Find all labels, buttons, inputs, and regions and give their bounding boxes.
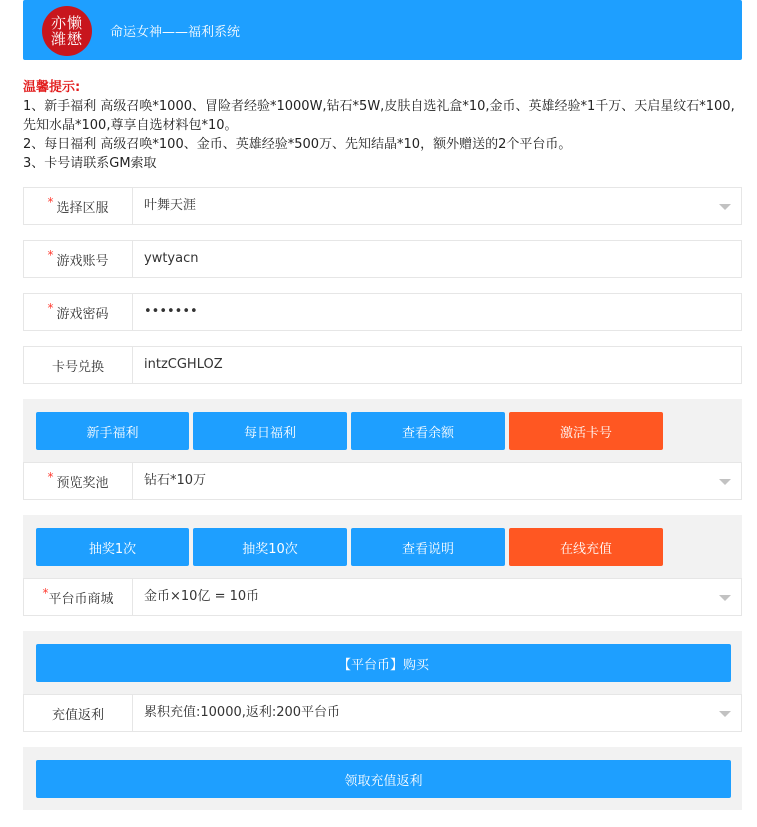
claim-panel [23,747,742,810]
logo-text: 亦懒潍懋 [50,14,83,48]
online-recharge-button[interactable]: 在线充值 [509,528,663,566]
account-row [23,240,742,278]
mall-value: 金币×10亿 = 10币 [144,589,260,604]
card-label: 卡号兑换 [24,347,133,383]
logo [42,6,92,56]
prize-pool-label: * 预览奖池 [24,463,133,499]
rebate-select[interactable] [23,694,742,732]
chevron-down-icon[interactable] [719,711,731,717]
server-label: * 选择区服 [24,188,133,224]
buy-platform-coin-button[interactable]: 【平台币】购买 [36,644,731,682]
password-input[interactable]: ••••••• [144,304,198,319]
chevron-down-icon[interactable] [719,595,731,601]
view-instructions-button[interactable]: 查看说明 [351,528,505,566]
chevron-down-icon[interactable] [719,204,731,210]
notice-line-2: 2、每日福利 高级召唤*100、金币、英雄经验*500万、先知结晶*10，额外赠送的2个平台币。 [23,137,572,152]
page-title: 命运女神——福利系统 [110,25,241,40]
notice-line-1: 1、新手福利 高级召唤*1000、冒险者经验*1000W,钻石*5W,皮肤自选礼盒*10,金币、英雄经验*1千万、天启星纹石*100,先知水晶*100,尊享自选材料包*10。 [23,99,735,133]
notice-block [23,78,735,173]
card-input[interactable]: intzCGHLOZ [144,357,223,372]
chevron-down-icon[interactable] [719,479,731,485]
required-mark: * [47,301,54,315]
required-mark: * [47,470,54,484]
rebate-value: 累积充值:10000,返利:200平台币 [144,705,341,720]
server-value: 叶舞天涯 [144,198,197,213]
server-select[interactable] [23,187,742,225]
mall-select[interactable] [23,578,742,616]
required-mark: * [42,586,49,600]
draw-once-button[interactable]: 抽奖1次 [36,528,189,566]
prize-pool-value: 钻石*10万 [144,473,207,488]
draw-ten-button[interactable]: 抽奖10次 [193,528,347,566]
header-bar [23,0,742,60]
password-label: * 游戏密码 [24,294,133,330]
prize-pool-select[interactable] [23,462,742,500]
daily-welfare-button[interactable]: 每日福利 [193,412,347,450]
account-label: * 游戏账号 [24,241,133,277]
required-mark: * [47,248,54,262]
check-balance-button[interactable]: 查看余额 [351,412,505,450]
password-row [23,293,742,331]
newbie-welfare-button[interactable]: 新手福利 [36,412,189,450]
card-row [23,346,742,384]
notice-line-3: 3、卡号请联系GM索取 [23,156,157,171]
rebate-label: 充值返利 [24,695,133,731]
mall-label: * 平台币商城 [24,579,133,615]
claim-rebate-button[interactable]: 领取充值返利 [36,760,731,798]
activate-card-button[interactable]: 激活卡号 [509,412,663,450]
required-mark: * [47,195,54,209]
notice-title: 温馨提示: [23,80,81,95]
account-input[interactable]: ywtyacn [144,251,199,266]
